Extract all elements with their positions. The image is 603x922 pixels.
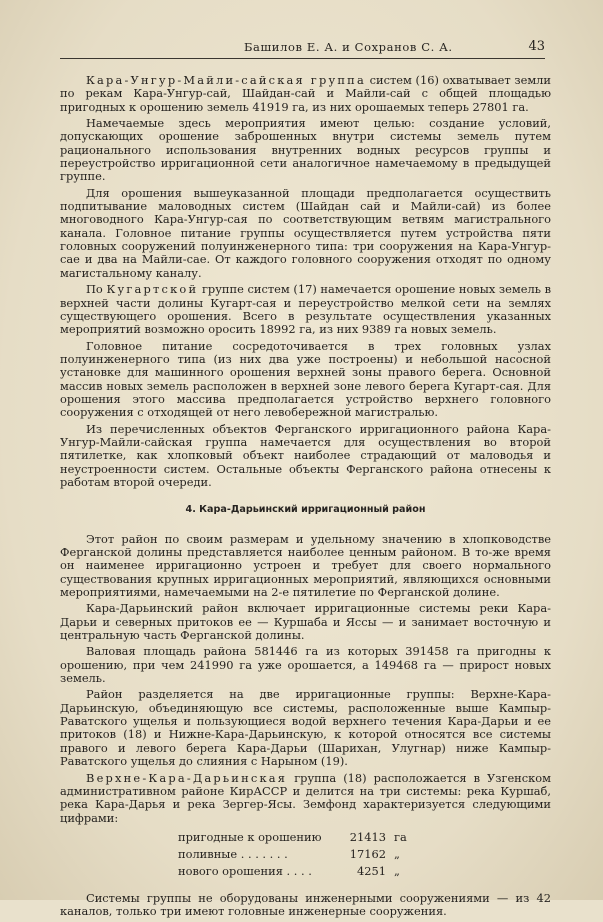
row-label: нового орошения . . . . bbox=[178, 863, 312, 878]
paragraph bbox=[60, 74, 551, 114]
table-row bbox=[178, 831, 428, 848]
paragraph-text: группе систем (17) намечается орошение новых земель в верхней части долины Кугарт-сая и переустройство мелкой сети на землях существующего орошения. Всего в результате осуществления указанных мероприятий возможно оросить 18992 га, из них 9389 га новых земель. bbox=[60, 282, 551, 337]
row-value: 21413 bbox=[349, 829, 386, 844]
spaced-term: Кара-Унгур-Майли-сайская группа bbox=[86, 73, 366, 87]
paragraph: Из перечисленных объектов Ферганского ирригационного района Кара-Унгур-Майли-сайская группа намечается для осуществления во второй пятилетке, как хлопковый объект наиболее страдающий от маловодья и неустроенности систем. Остальные объекты Ферганского района отнесены к работам второй очереди. bbox=[60, 421, 551, 489]
text-body bbox=[60, 74, 551, 922]
header-authors: Башилов Е. А. и Сохранов С. А. bbox=[244, 40, 453, 54]
running-header bbox=[60, 40, 545, 59]
table-row bbox=[178, 865, 428, 882]
paragraph: Намечаемые здесь мероприятия имеют целью: создание условий, допускающих орошение заброшенных внутри системы земель путем рационального использования внутренних водных ресурсов группы и переустройство ирригационной сети аналогичное намечаемому в предыдущей группе. bbox=[60, 116, 551, 184]
paragraph bbox=[60, 283, 551, 336]
row-label: поливные . . . . . . . bbox=[178, 846, 288, 861]
land-fund-table bbox=[178, 831, 428, 882]
row-unit: „ bbox=[394, 846, 400, 861]
spaced-term: Верхне-Кара-Дарьинская bbox=[86, 770, 288, 785]
row-value: 17162 bbox=[349, 846, 386, 861]
row-unit: га bbox=[394, 829, 407, 844]
section-heading: 4. Кара-Дарьинский ирригационный район bbox=[185, 504, 426, 516]
spaced-term: Кугартской bbox=[106, 282, 199, 297]
row-value: 4251 bbox=[357, 863, 386, 878]
paragraph: Для орошения вышеуказанной площади предполагается осуществить подпитывание маловодных систем (Шайдан сай и Майли-сай) из более многоводного Кара-Унгур-сая по соответствующим ветвям магистрального канала. Головное питание группы осуществляется путем устройства пяти головных сооружений полуинженерного типа: три сооружения на Кара-Унгур-сае и два на Майли-сае. От каждого головного сооружения отходят по одному магистальному каналу. bbox=[60, 185, 551, 280]
paragraph bbox=[60, 772, 551, 825]
paragraph: Этот район по своим размерам и удельному значению в хлопководстве Ферганской долины представляется наиболее ценным районом. В то-же время он наименее ирригационно устроен и требует для своего нормального существования крупных ирригационных мероприятий, являющихся основными мероприятиями, намечаемыми на 2-е пятилетие по Ферганской долине. bbox=[60, 531, 551, 600]
table-row bbox=[178, 848, 428, 865]
paragraph: Кара-Дарьинский район включает ирригационные системы реки Кара-Дарьи и северных притоков ее — Куршаба и Яссы — и занимает восточную и центральную часть Ферганской долины. bbox=[60, 601, 551, 643]
page-number: 43 bbox=[528, 39, 545, 54]
paragraph-text: группа (18) расположается в Узгенском административном районе КирАССР и делится на три системы: река Куршаб, река Кара-Дарья и река Зергер-Ясы. Земфонд характеризуется следующими цифрами: bbox=[60, 770, 551, 825]
paragraph: Системы группы не оборудованы инженерными сооружениями — из 42 каналов, только три имеют головные инженерные сооружения. bbox=[60, 890, 551, 919]
paragraph-text: По bbox=[86, 282, 107, 297]
paragraph: Головное питание сосредоточивается в трех головных узлах полуинженерного типа (из них два уже построены) и небольшой насосной установке для машинного орошения верхней зоны правого берега. Основной массив новых земель расположен в верхней зоне левого берега Кугарт-сая. Для орошения этого массива предполагается устройство верхнего головного сооружения с отходящей от него левобережной магистралью. bbox=[60, 338, 551, 420]
paragraph: Валовая площадь района 581446 га из которых 391458 га пригодны к орошению, при чем 241990 га уже орошается, а 149468 га — прирост новых земель. bbox=[60, 644, 551, 686]
paragraph: Район разделяется на две ирригационные группы: Верхне-Кара-Дарьинскую, объединяющую все системы, расположенные выше Кампыр-Раватского ущелья и пользующиеся водой верхнего течения Кара-Дарьи и ее притоков (18) и Нижне-Кара-Дарьинскую, к которой относятся все системы правого и левого берега Кара-Дарьи (Шарихан, Улугнар) ниже Кампыр-Раватского ущелья до слияния с Нарыном (19). bbox=[60, 687, 551, 769]
row-unit: „ bbox=[394, 863, 400, 878]
paragraph-text: систем (16) охватывает земли по рекам Кара-Унгур-сай, Шайдан-сай и Майли-сай с общей площадью пригодных к орошению земель 41919 га, из них орошаемых теперь 27801 га. bbox=[60, 73, 552, 114]
row-label: пригодные к орошению bbox=[178, 829, 322, 844]
